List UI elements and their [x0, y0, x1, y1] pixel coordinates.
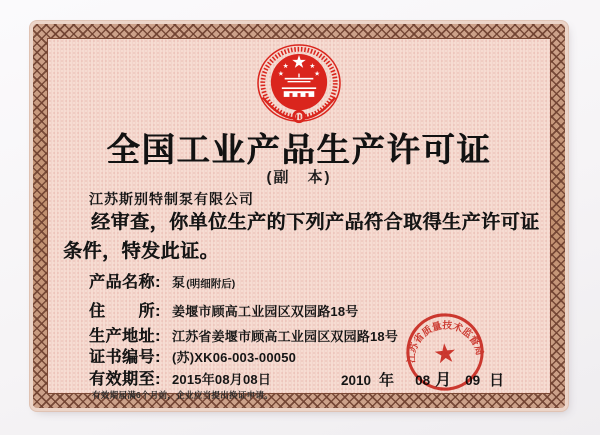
- national-emblem-icon: [255, 44, 343, 126]
- issue-day: 09: [465, 373, 481, 388]
- field-value: 姜堰市顾高工业园区双园路18号: [172, 304, 359, 319]
- field-production-address: [89, 323, 398, 346]
- certificate-title: 全国工业产品生产许可证: [106, 131, 492, 168]
- body-text-line2: 条件，特发此证。: [63, 241, 220, 262]
- field-label: 生产地址:: [89, 328, 161, 345]
- field-value: 2015年08月08日: [172, 372, 272, 387]
- field-label: 有效期至:: [89, 371, 161, 388]
- seal-text: 江苏省质量技术监督局: [406, 320, 485, 364]
- field-value-note: (明细附后): [186, 278, 236, 290]
- field-value: (苏)XK06-003-00050: [172, 350, 297, 365]
- issue-month-unit: 月: [435, 372, 452, 389]
- field-certificate-number: [89, 344, 296, 367]
- field-label: 证书编号:: [89, 349, 161, 366]
- official-seal-stamp: [400, 307, 490, 397]
- field-value: 泵: [172, 275, 186, 290]
- field-residence: [89, 298, 358, 321]
- renewal-footnote: 有效期届满6个月前，企业应当提出换证申请。: [92, 390, 274, 400]
- certificate-subtitle: (副 本): [266, 169, 332, 186]
- field-label: 产品名称:: [89, 274, 161, 291]
- issue-month: 08: [415, 373, 431, 388]
- licensee-company-name: 江苏斯别特制泵有限公司: [89, 191, 254, 207]
- body-text-line1: 经审查，你单位生产的下列产品符合取得生产许可证: [91, 212, 540, 233]
- certificate: [33, 24, 565, 408]
- issue-year-unit: 年: [379, 372, 395, 389]
- field-product-name: [89, 269, 235, 292]
- field-label: 住 所:: [89, 303, 161, 320]
- issue-day-unit: 日: [489, 372, 505, 389]
- issue-year: 2010: [341, 373, 372, 388]
- certificate-inner-field: [47, 38, 551, 400]
- field-value: 江苏省姜堰市顾高工业园区双园路18号: [172, 329, 399, 344]
- field-valid-until: [89, 366, 271, 389]
